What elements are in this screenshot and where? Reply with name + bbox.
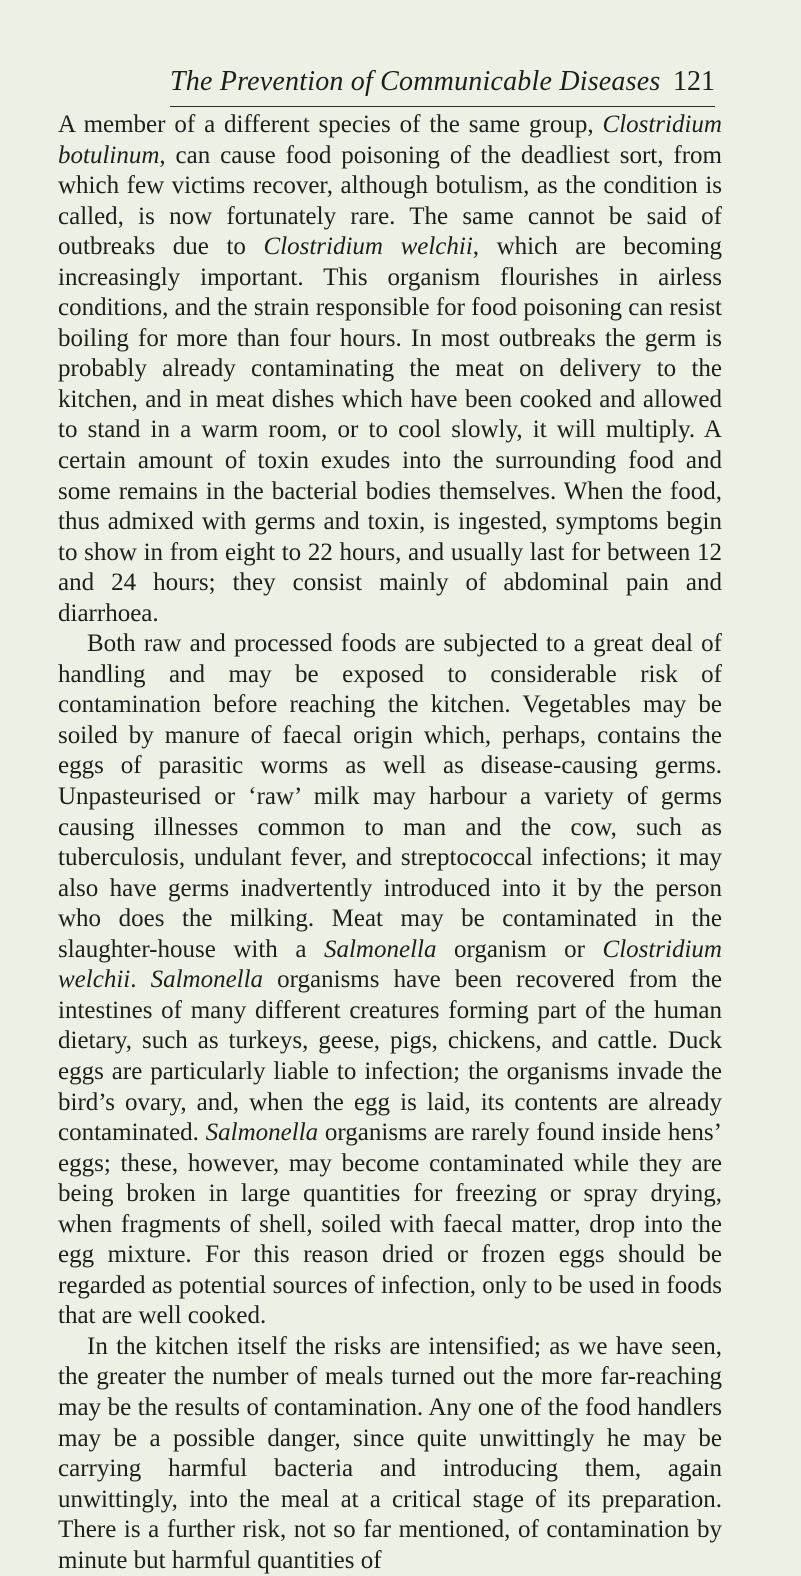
italic-term: Clostridium botulinum <box>58 111 722 169</box>
italic-term: Clostridium welchii <box>263 233 473 261</box>
text-run: organisms have been recovered from the intestines of many different creatures forming part of the human dietary, such as turkeys, geese, pigs, chickens, and cattle. Duck eggs are particularly liable to infection; the organisms invade the bird’s ovary, and, when the egg is laid, its contents are already contaminated. <box>58 966 722 1147</box>
text-run: In the kitchen itself the risks are intensified; as we have seen, the greater the number of meals turned out the more far-reaching may be the results of contamination. Any one of the food handlers may be a possible danger, since quite unwittingly he may be carrying harmful bacteria and introducing them, again unwittingly, into the meal at a critical stage of its preparation. There is a further risk, not so far mentioned, of contamination by minute but harmful quantities of <box>58 1332 722 1574</box>
italic-term: Salmonella <box>150 966 264 994</box>
paragraph-1 <box>58 110 722 629</box>
body-text <box>58 110 722 1576</box>
text-run: organism or <box>436 935 603 963</box>
running-title: The Prevention of Communicable Diseases <box>170 66 661 97</box>
text-run: Both raw and processed foods are subjected to a great deal of handling and may be exposed to considerable risk of contamination before reaching the kitchen. Vegetables may be soiled by manure of faecal origin which, perhaps, contains the eggs of parasitic worms as well as disease-causing germs. Unpasteurised or ‘raw’ milk may harbour a variety of germs causing illnesses common to man and the cow, such as tuberculosis, undulant fever, and streptococcal infections; it may also have germs inadvertently introduced into it by the person who does the milking. Meat may be contaminated in the slaughter-house with a <box>58 630 722 963</box>
paragraph-2 <box>58 629 722 1332</box>
text-run: A member of a different species of the same group, <box>58 111 603 138</box>
paragraph-3 <box>58 1332 722 1576</box>
text-run: organisms are rarely found inside hens’ eggs; these, however, may become contaminated while they are being broken in large quantities for freezing or spray drying, when fragments of shell, soiled with faecal matter, drop into the egg mixture. For this reason dried or frozen eggs should be regarded as potential sources of infection, only to be used in foods that are well cooked. <box>58 1119 722 1330</box>
running-head <box>170 66 715 107</box>
text-run: . <box>130 966 151 994</box>
text-run: , which are becoming increasingly important. This organism flourishes in airless conditions, and the strain responsible for food poisoning can resist boiling for more than four hours. In most outbreaks the germ is probably already contaminating the meat on delivery to the kitchen, and in meat dishes which have been cooked and allowed to stand in a warm room, or to cool slowly, it will multiply. A certain amount of toxin exudes into the surrounding food and some remains in the bacterial bodies themselves. When the food, thus admixed with germs and toxin, is ingested, symptoms begin to show in from eight to 22 hours, and usually last for between 12 and 24 hours; they consist mainly of abdominal pain and diarrhoea. <box>58 233 722 627</box>
italic-term: Salmonella <box>205 1119 319 1147</box>
italic-term: Salmonella <box>323 935 437 963</box>
page-number: 121 <box>673 66 715 97</box>
italic-term: Clostridium welchii <box>58 935 722 994</box>
text-run: , can cause food poisoning of the deadliest sort, from which few victims recover, although botulism, as the condition is called, is now fortunately rare. The same cannot be said of outbreaks due to <box>58 141 722 261</box>
